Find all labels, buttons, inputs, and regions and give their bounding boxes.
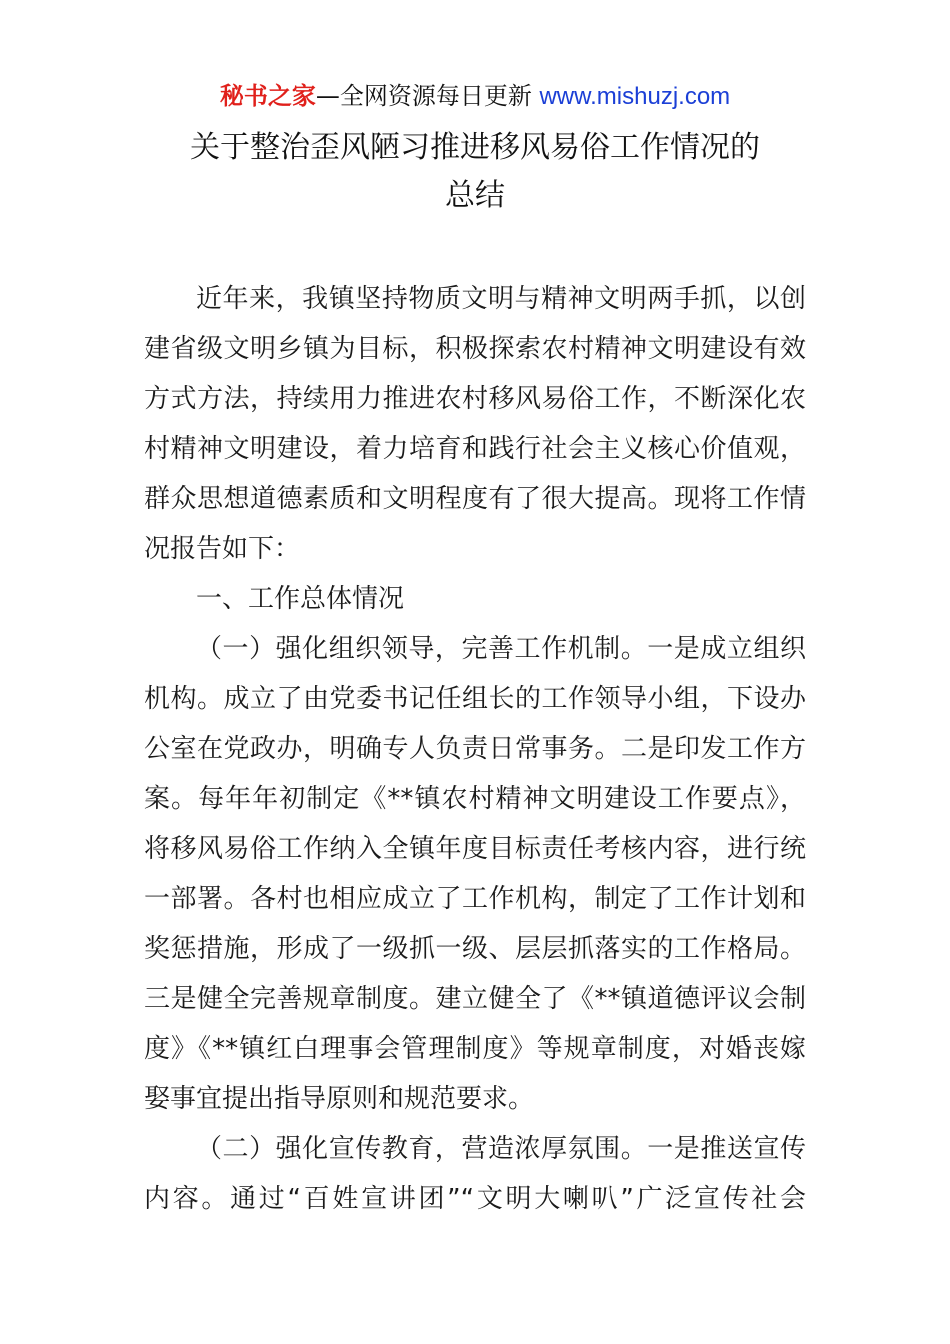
body-line: 群众思想道德素质和文明程度有了很大提高。现将工作情 (144, 484, 806, 514)
body-line: 案。每年年初制定《**镇农村精神文明建设工作要点》， (144, 784, 806, 814)
body-line: 况报告如下： (144, 534, 301, 564)
document-body (144, 274, 806, 1224)
document-title (0, 124, 950, 220)
body-line: （一）强化组织领导，完善工作机制。一是成立组织 (196, 634, 806, 664)
body-line: 公室在党政办，明确专人负责日常事务。二是印发工作方 (144, 734, 806, 764)
site-url[interactable]: www.mishuzj.com (539, 83, 731, 110)
body-line: 娶事宜提出指导原则和规范要求。 (144, 1084, 535, 1114)
body-line: 一部署。各村也相应成立了工作机构，制定了工作计划和 (144, 884, 806, 914)
body-line: 三是健全完善规章制度。建立健全了《**镇道德评议会制 (144, 984, 806, 1014)
site-brand: 秘书之家 (219, 82, 316, 110)
body-line: 将移风易俗工作纳入全镇年度目标责任考核内容，进行统 (144, 834, 806, 864)
body-line: 方式方法，持续用力推进农村移风易俗工作，不断深化农 (144, 384, 806, 414)
body-line: 机构。成立了由党委书记任组长的工作领导小组，下设办 (144, 684, 806, 714)
site-tagline: —全网资源每日更新 (315, 82, 540, 110)
title-line-2: 总结 (445, 178, 505, 213)
body-line: 建省级文明乡镇为目标，积极探索农村精神文明建设有效 (144, 334, 806, 364)
title-line-1: 关于整治歪风陋习推进移风易俗工作情况的 (190, 130, 760, 165)
site-header (0, 80, 950, 113)
section-heading: 一、工作总体情况 (196, 584, 405, 614)
body-line: 度》《**镇红白理事会管理制度》等规章制度，对婚丧嫁 (144, 1034, 806, 1064)
body-line: 内容。通过“百姓宣讲团”“文明大喇叭”广泛宣传社会 (144, 1184, 806, 1214)
body-line: 近年来，我镇坚持物质文明与精神文明两手抓，以创 (196, 284, 806, 314)
body-line: 奖惩措施，形成了一级抓一级、层层抓落实的工作格局。 (144, 934, 806, 964)
body-line: （二）强化宣传教育，营造浓厚氛围。一是推送宣传 (196, 1134, 806, 1164)
body-line: 村精神文明建设，着力培育和践行社会主义核心价值观， (144, 434, 806, 464)
